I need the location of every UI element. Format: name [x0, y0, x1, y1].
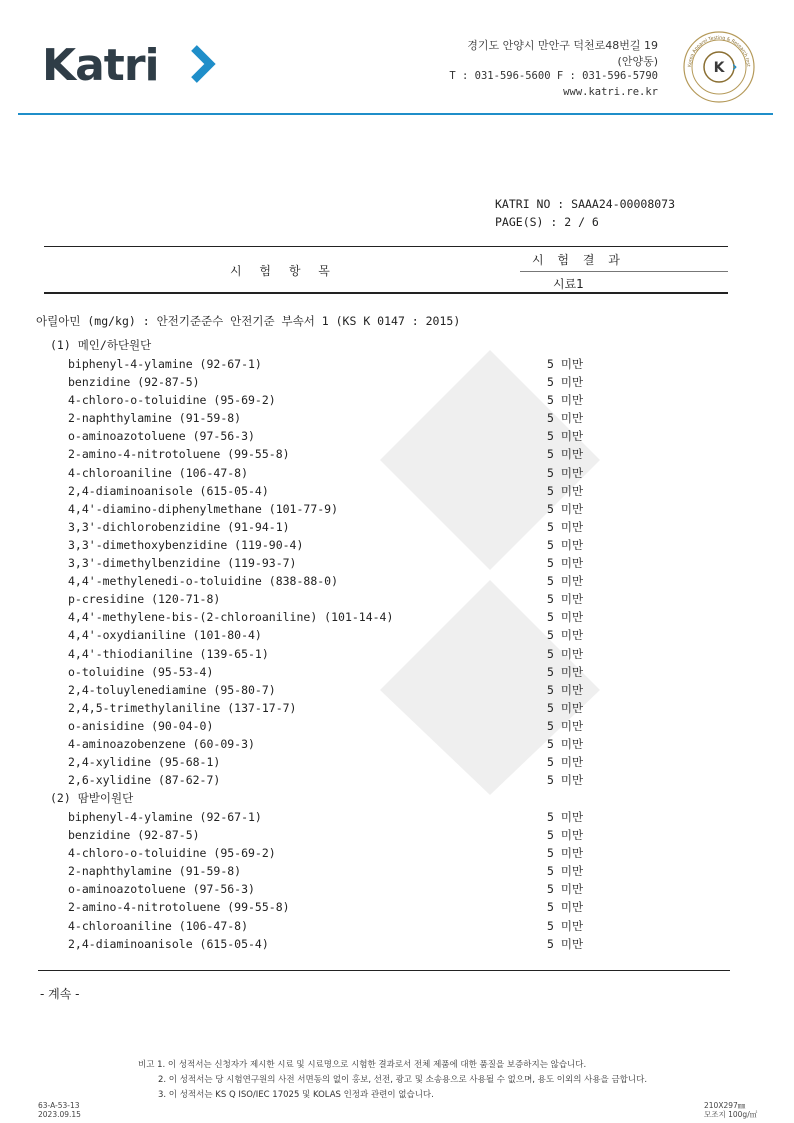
table-row-result: 5 미만	[547, 918, 584, 933]
table-row-item-name: 4,4'-methylenedi-o-toluidine (838-88-0)	[68, 574, 339, 589]
website: www.katri.re.kr	[563, 85, 658, 98]
table-header-bottom-rule	[44, 292, 728, 294]
table-row-result: 5 미만	[547, 628, 584, 643]
table-row-item-name: biphenyl-4-ylamine (92-67-1)	[68, 810, 262, 824]
table-row-result: 5 미만	[547, 810, 584, 824]
katri-no: KATRI NO : SAAA24-00008073	[495, 197, 676, 211]
table-row-result: 5 미만	[547, 537, 584, 552]
table-row-result: 5 미만	[547, 393, 584, 408]
table-row-result: 5 미만	[547, 773, 584, 788]
table-row-result: 5 미만	[547, 700, 584, 715]
company-address	[449, 38, 658, 100]
table-row-item-name: 4-chloro-o-toluidine (95-69-2)	[68, 846, 276, 861]
table-row-item-name: 3,3'-dimethoxybenzidine (119-90-4)	[68, 537, 304, 552]
page-number: PAGE(S) : 2 / 6	[495, 215, 599, 229]
table-row-result: 5 미만	[547, 429, 584, 444]
table-row-item-name: 2,6-xylidine (87-62-7)	[68, 773, 221, 788]
paper-dimensions: 210X297㎜	[704, 1101, 746, 1110]
paper-spec: 모조지 100g/㎡	[704, 1110, 758, 1119]
table-row-result: 5 미만	[547, 501, 584, 516]
table-row-item-name: 4-aminoazobenzene (60-09-3)	[68, 736, 255, 751]
katri-logo: Katri	[42, 40, 159, 91]
table-row-item-name: 4-chloroaniline (106-47-8)	[68, 918, 249, 933]
test-standard-line: 아릴아민 (mg/kg) : 안전기준준수 안전기준 부속서 1 (KS K 0147 : 2015)	[36, 314, 461, 328]
institute-seal-icon	[682, 30, 756, 104]
table-row-item-name: 3,3'-dichlorobenzidine (91-94-1)	[68, 519, 290, 534]
header-divider	[18, 113, 773, 115]
group1-list	[68, 355, 393, 789]
table-row-result: 5 미만	[547, 864, 584, 879]
address-line-1: 경기도 안양시 만안구 덕천로48번길 19	[467, 39, 658, 52]
table-row-item-name: 4-chloro-o-toluidine (95-69-2)	[68, 393, 276, 408]
table-bottom-rule	[38, 970, 730, 971]
column-header-sample: 시료1	[553, 277, 584, 291]
table-row-result: 5 미만	[547, 556, 584, 571]
remark-3: 3. 이 성적서는 KS Q ISO/IEC 17025 및 KOLAS 인정과 관련이 없습니다.	[158, 1090, 434, 1100]
table-row-result: 5 미만	[547, 882, 584, 897]
table-row-result: 5 미만	[547, 411, 584, 426]
table-row-result: 5 미만	[547, 465, 584, 480]
table-row-result: 5 미만	[547, 718, 584, 733]
table-row-item-name: benzidine (92-87-5)	[68, 375, 200, 390]
table-row-item-name: o-aminoazotoluene (97-56-3)	[68, 429, 255, 444]
table-row-item-name: o-anisidine (90-04-0)	[68, 718, 214, 733]
table-row-item-name: 4,4'-thiodianiline (139-65-1)	[68, 646, 269, 661]
seal-mark: K	[713, 60, 725, 76]
table-row-item-name: 2,4-xylidine (95-68-1)	[68, 755, 221, 770]
svg-text:›: ›	[732, 60, 738, 75]
seal-text: Korea Apparel Testing & Research Inst	[687, 35, 751, 68]
form-code-number: 63-A-53-13	[38, 1101, 80, 1110]
remark-2: 2. 이 성적서는 당 시험연구원의 사전 서면동의 없이 홍보, 선전, 광고 및 소송용으로 사용될 수 없으며, 용도 이외의 사용을 금합니다.	[158, 1075, 648, 1085]
table-row-result: 5 미만	[547, 755, 584, 770]
table-row-result: 5 미만	[547, 574, 584, 589]
table-row-result: 5 미만	[547, 828, 584, 843]
table-row-result: 5 미만	[547, 936, 584, 951]
table-row-item-name: p-cresidine (120-71-8)	[68, 592, 221, 607]
address-line-2: (안양동)	[617, 54, 658, 68]
table-row-item-name: 2-amino-4-nitrotoluene (99-55-8)	[68, 900, 290, 915]
table-row-result: 5 미만	[547, 610, 584, 625]
group2-results	[547, 808, 583, 953]
group1-results	[547, 355, 583, 789]
group-title-main-fabric: (1) 메인/하단원단	[50, 338, 152, 352]
table-row-item-name: 4,4'-diamino-diphenylmethane (101-77-9)	[68, 501, 339, 516]
paper-size	[704, 1101, 757, 1119]
table-row-result: 5 미만	[547, 682, 584, 697]
form-code	[38, 1101, 81, 1119]
table-row-result: 5 미만	[547, 519, 584, 534]
table-row-item-name: o-aminoazotoluene (97-56-3)	[68, 882, 255, 897]
table-top-rule	[44, 246, 728, 247]
group2-list	[68, 808, 290, 953]
table-row-item-name: 2-amino-4-nitrotoluene (99-55-8)	[68, 447, 290, 462]
table-row-result: 5 미만	[547, 592, 584, 607]
table-row-result: 5 미만	[547, 846, 584, 861]
table-row-item-name: o-toluidine (95-53-4)	[68, 664, 214, 679]
table-row-item-name: 3,3'-dimethylbenzidine (119-93-7)	[68, 556, 297, 571]
chevron-right-icon	[188, 44, 218, 84]
table-row-item-name: benzidine (92-87-5)	[68, 828, 200, 843]
table-row-item-name: 4,4'-methylene-bis-(2-chloroaniline) (101-14-4)	[68, 610, 394, 625]
remark-1: 비고 1. 이 성적서는 신청자가 제시한 시료 및 시료명으로 시험한 결과로서 전체 제품에 대한 품질을 보증하지는 않습니다.	[138, 1060, 587, 1070]
table-row-item-name: 2,4-toluylenediamine (95-80-7)	[68, 682, 276, 697]
continued-label: - 계속 -	[40, 987, 80, 1001]
table-row-result: 5 미만	[547, 483, 584, 498]
remarks	[138, 1058, 647, 1103]
table-row-item-name: biphenyl-4-ylamine (92-67-1)	[68, 357, 262, 371]
table-row-result: 5 미만	[547, 375, 584, 390]
table-row-result: 5 미만	[547, 646, 584, 661]
table-row-item-name: 4-chloroaniline (106-47-8)	[68, 465, 249, 480]
column-header-test-item: 시 험 항 목	[230, 264, 337, 278]
table-row-result: 5 미만	[547, 900, 584, 915]
table-row-item-name: 2,4-diaminoanisole (615-05-4)	[68, 483, 269, 498]
table-row-result: 5 미만	[547, 736, 584, 751]
phone-fax: T : 031-596-5600 F : 031-596-5790	[449, 70, 658, 82]
group-title-sweatband-fabric: (2) 땀받이원단	[50, 791, 134, 805]
form-code-date: 2023.09.15	[38, 1110, 81, 1119]
table-row-result: 5 미만	[547, 447, 584, 462]
table-row-item-name: 2,4,5-trimethylaniline (137-17-7)	[68, 700, 297, 715]
report-meta	[495, 195, 675, 231]
table-row-item-name: 2-naphthylamine (91-59-8)	[68, 411, 242, 426]
table-row-result: 5 미만	[547, 664, 584, 679]
table-row-item-name: 2,4-diaminoanisole (615-05-4)	[68, 936, 269, 951]
table-row-item-name: 2-naphthylamine (91-59-8)	[68, 864, 242, 879]
table-mid-rule	[520, 271, 728, 272]
table-row-result: 5 미만	[547, 357, 584, 371]
column-header-test-result: 시 험 결 과	[532, 253, 625, 267]
table-row-item-name: 4,4'-oxydianiline (101-80-4)	[68, 628, 262, 643]
